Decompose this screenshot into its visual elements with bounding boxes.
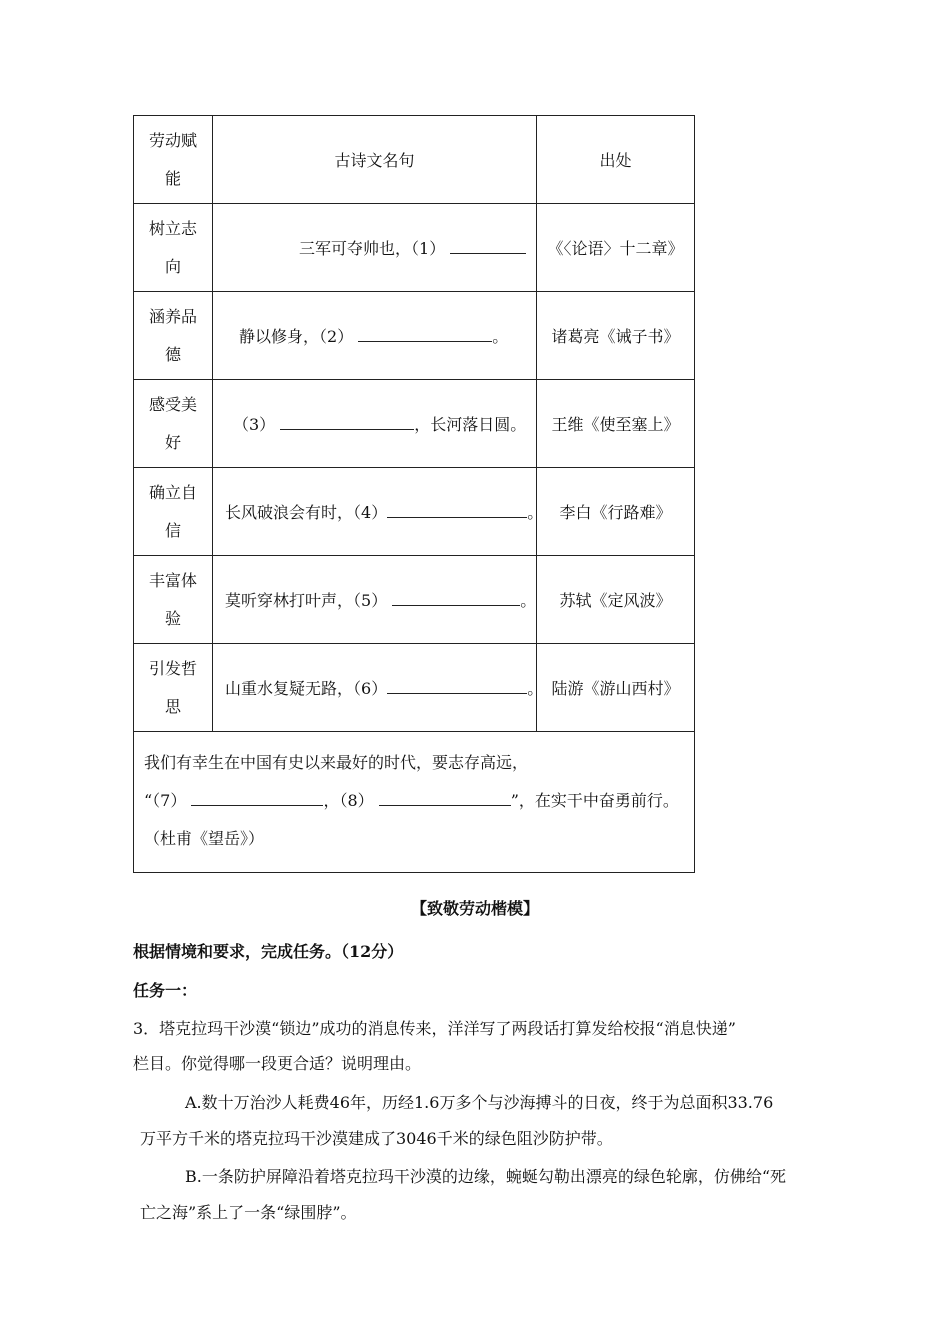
footer-line-2: “（7） ，（8） ”，在实干中奋勇前行。 [144, 791, 679, 810]
row-source: 苏轼《定风波》 [537, 556, 695, 644]
table-row [134, 644, 695, 732]
row-category: 引发哲思 [134, 644, 213, 732]
table-footer-row [134, 732, 695, 873]
row-quote: 静以修身，（2） 。 [213, 292, 537, 380]
task-heading: 任务一： [133, 981, 198, 1000]
row-quote: 山重水复疑无路，（6） 。 [213, 644, 537, 732]
row-category: 涵养品德 [134, 292, 213, 380]
row-source: 《〈论语〉十二章》 [537, 204, 695, 292]
answer-blank[interactable] [358, 340, 492, 342]
option-b-line-1: B.一条防护屏障沿着塔克拉玛干沙漠的边缘，蜿蜒勾勒出漂亮的绿色轮廓，仿佛给“死 [185, 1167, 787, 1186]
footer-line-1: 我们有幸生在中国有史以来最好的时代，要志存高远， [144, 753, 529, 772]
option-a-line-2: 万平方千米的塔克拉玛干沙漠建成了3046千米的绿色阻沙防护带。 [140, 1129, 613, 1148]
question-3-line-1: 3．塔克拉玛干沙漠“锁边”成功的消息传来，洋洋写了两段话打算发给校报“消息快递” [133, 1019, 736, 1038]
question-3-line-2: 栏目。你觉得哪一段更合适？说明理由。 [133, 1054, 422, 1073]
answer-blank[interactable] [387, 516, 527, 518]
table-row [134, 468, 695, 556]
header-source: 出处 [537, 116, 695, 204]
table-row [134, 204, 695, 292]
option-b-line-2: 亡之海”系上了一条“绿围脖”。 [140, 1203, 357, 1222]
row-category: 树立志向 [134, 204, 213, 292]
poem-table [133, 115, 695, 873]
row-quote: 长风破浪会有时，（4） 。 [213, 468, 537, 556]
table-row [134, 380, 695, 468]
header-category: 劳动赋能 [134, 116, 213, 204]
answer-blank[interactable] [280, 428, 414, 430]
table-row [134, 292, 695, 380]
row-category: 确立自信 [134, 468, 213, 556]
answer-blank[interactable] [387, 692, 527, 694]
row-source: 李白《行路难》 [537, 468, 695, 556]
header-quote: 古诗文名句 [213, 116, 537, 204]
instruction-text: 根据情境和要求，完成任务。（12分） [133, 942, 404, 961]
table-row [134, 556, 695, 644]
row-quote: 莫听穿林打叶声，（5） 。 [213, 556, 537, 644]
table-header-row [134, 116, 695, 204]
row-source: 王维《使至塞上》 [537, 380, 695, 468]
row-quote: 三军可夺帅也，（1） [213, 204, 537, 292]
footer-cell [134, 732, 695, 873]
row-source: 诸葛亮《诫子书》 [537, 292, 695, 380]
section-title: 【致敬劳动楷模】 [410, 899, 539, 918]
footer-line-3: （杜甫《望岳》） [144, 829, 265, 848]
option-a-line-1: A.数十万治沙人耗费46年，历经1.6万多个与沙海搏斗的日夜，终于为总面积33.76 [185, 1093, 774, 1112]
row-category: 感受美好 [134, 380, 213, 468]
answer-blank[interactable] [392, 604, 520, 606]
row-category: 丰富体验 [134, 556, 213, 644]
row-source: 陆游《游山西村》 [537, 644, 695, 732]
answer-blank[interactable] [450, 252, 526, 254]
answer-blank[interactable] [191, 804, 323, 806]
row-quote: （3） ，长河落日圆。 [213, 380, 537, 468]
answer-blank[interactable] [379, 804, 511, 806]
